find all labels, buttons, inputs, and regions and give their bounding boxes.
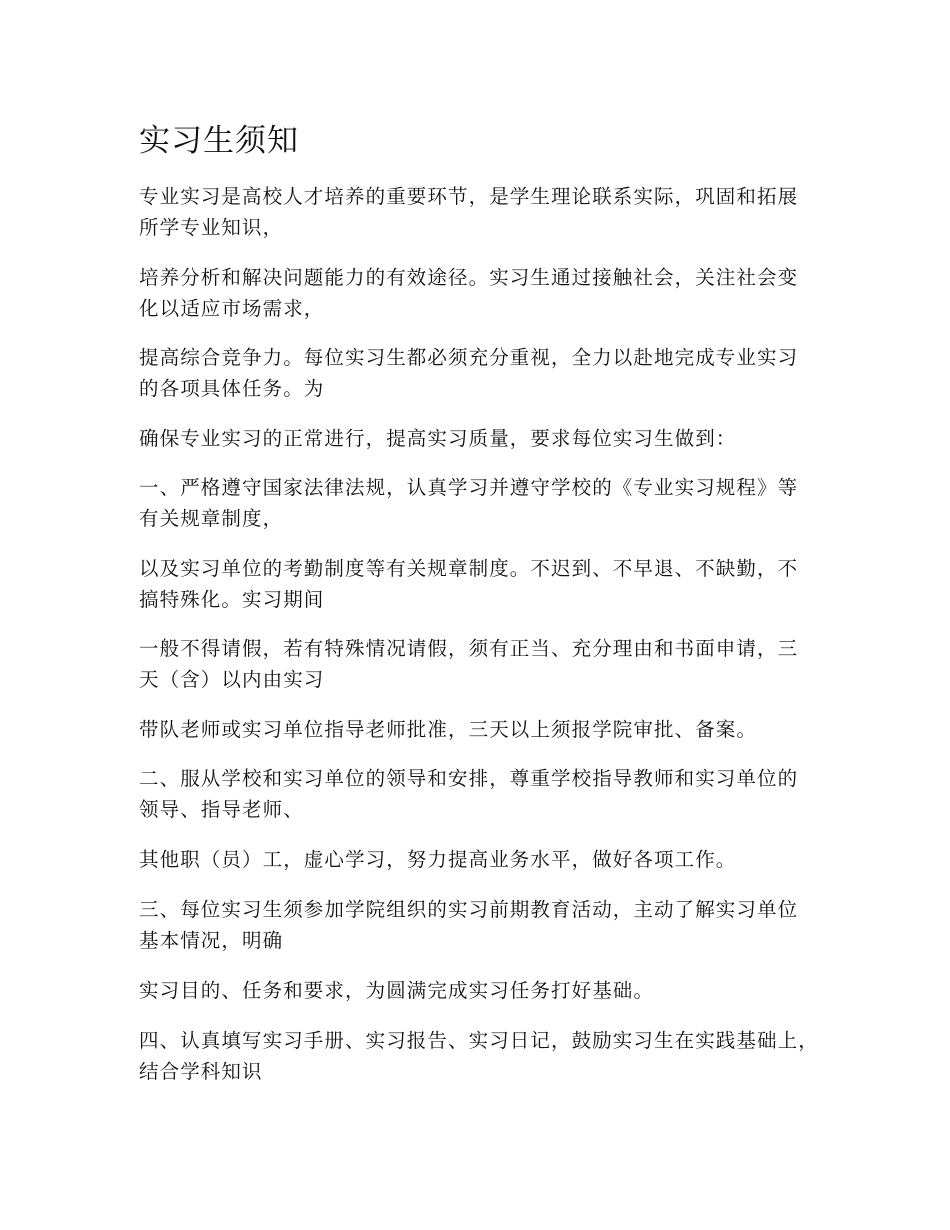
paragraph-8 (139, 714, 829, 745)
paragraph-line: 结合学科知识 (139, 1060, 263, 1083)
paragraph-line: 领导、指导老师、 (139, 798, 304, 821)
paragraph-line: 有关规章制度， (139, 507, 284, 530)
paragraph-13 (139, 1025, 829, 1087)
paragraph-line: 化以适应市场需求， (139, 297, 325, 320)
paragraph-line: 的各项具体任务。为 (139, 377, 325, 400)
paragraph-line: 带队老师或实习单位指导老师批准，三天以上须报学院审批、备案。 (139, 718, 758, 741)
paragraph-line: 实习目的、任务和要求，为圆满完成实习任务打好基础。 (139, 979, 655, 1002)
paragraph-line: 培养分析和解决问题能力的有效途径。实习生通过接触社会，关注社会变 (139, 266, 799, 289)
paragraph-2 (139, 262, 829, 324)
paragraph-12 (139, 975, 829, 1006)
paragraph-line: 一、严格遵守国家法律法规，认真学习并遵守学校的《专业实习规程》等 (139, 476, 799, 499)
paragraph-4 (139, 423, 829, 454)
paragraph-line: 基本情况，明确 (139, 929, 284, 952)
paragraph-line: 专业实习是高校人才培养的重要环节，是学生理论联系实际，巩固和拓展 (139, 185, 799, 208)
paragraph-line: 三、每位实习生须参加学院组织的实习前期教育活动，主动了解实习单位 (139, 898, 799, 921)
paragraph-5 (139, 472, 829, 534)
paragraph-line: 一般不得请假，若有特殊情况请假，须有正当、充分理由和书面申请，三 (139, 637, 799, 660)
paragraph-3 (139, 342, 829, 404)
paragraph-6 (139, 553, 829, 615)
paragraph-9 (139, 763, 829, 825)
paragraph-line: 确保专业实习的正常进行，提高实习质量，要求每位实习生做到： (139, 427, 737, 450)
paragraph-11 (139, 894, 829, 956)
paragraph-7 (139, 633, 829, 695)
document-title: 实习生须知 (139, 123, 299, 159)
paragraph-10 (139, 844, 829, 875)
paragraph-line: 所学专业知识， (139, 216, 284, 239)
paragraph-line: 四、认真填写实习手册、实习报告、实习日记，鼓励实习生在实践基础上， (139, 1029, 819, 1052)
paragraph-1 (139, 181, 829, 243)
paragraph-line: 其他职（员）工，虚心学习，努力提高业务水平，做好各项工作。 (139, 848, 737, 871)
paragraph-line: 二、服从学校和实习单位的领导和安排，尊重学校指导教师和实习单位的 (139, 767, 799, 790)
paragraph-line: 搞特殊化。实习期间 (139, 588, 325, 611)
paragraph-line: 以及实习单位的考勤制度等有关规章制度。不迟到、不早退、不缺勤，不 (139, 557, 799, 580)
paragraph-line: 提高综合竞争力。每位实习生都必须充分重视，全力以赴地完成专业实习 (139, 346, 799, 369)
paragraph-line: 天（含）以内由实习 (139, 668, 325, 691)
